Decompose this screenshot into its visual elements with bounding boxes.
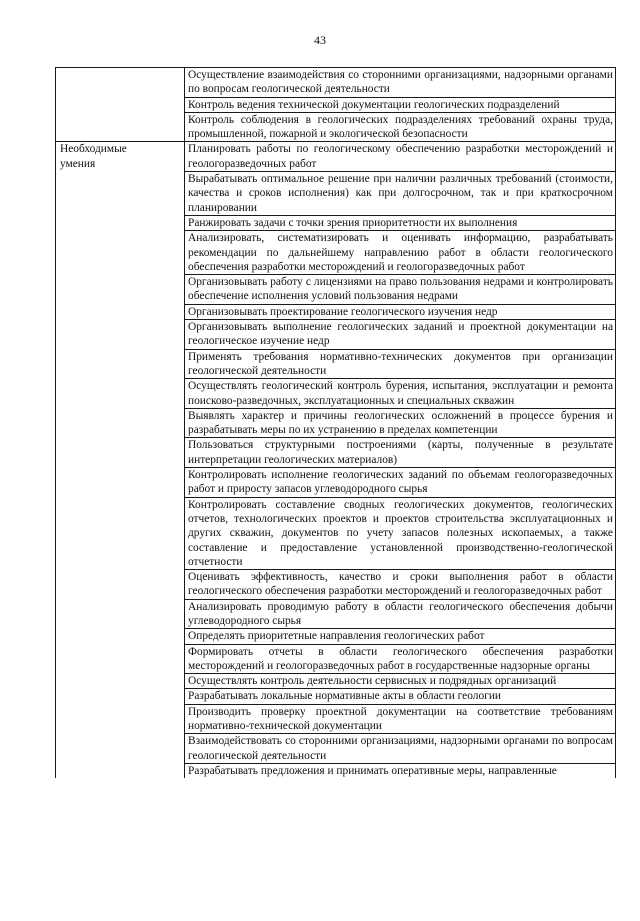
skill-cell: Анализировать проводимую работу в области геологического обеспечения добычи углеводородного сырья: [185, 599, 616, 629]
skill-cell: Производить проверку проектной документации на соответствие требованиям нормативно-технической документации: [185, 704, 616, 734]
skill-cell: Организовывать выполнение геологических заданий и проектной документации на геологическое изучение недр: [185, 320, 616, 350]
skill-cell: Организовывать проектирование геологического изучения недр: [185, 304, 616, 319]
competency-table: [55, 67, 616, 778]
table-cell: Контроль ведения технической документации геологических подразделений: [185, 97, 616, 112]
skill-cell: Пользоваться структурными построениями (карты, полученные в результате интерпретации геологических материалов): [185, 438, 616, 468]
skill-cell: Организовывать работу с лицензиями на право пользования недрами и контролировать обеспечение исполнения условий пользования недрами: [185, 275, 616, 305]
skill-cell: Взаимодействовать со сторонними организациями, надзорными органами по вопросам геологической деятельности: [185, 734, 616, 764]
skill-cell: Планировать работы по геологическому обеспечению разработки месторождений и геологоразведочных работ: [185, 142, 616, 172]
empty-label-cell: [56, 68, 185, 142]
skill-cell: Осуществлять контроль деятельности сервисных и подрядных организаций: [185, 674, 616, 689]
skill-cell: Анализировать, систематизировать и оценивать информацию, разрабатывать рекомендации по дальнейшему направлению работ в области геологического обеспечения разработки месторождений и геологоразведочных работ: [185, 231, 616, 275]
skill-cell: Выявлять характер и причины геологических осложнений в процессе бурения и разрабатывать меры по их устранению в пределах компетенции: [185, 408, 616, 438]
skill-cell: Контролировать составление сводных геологических документов, геологических отчетов, технологических проектов и проектов строительства эксплуатационных и других скважин, документов по учету запасов полезных ископаемых, а также составление и предоставление установленной производственно-геологической отчетности: [185, 497, 616, 569]
table-cell: Контроль соблюдения в геологических подразделениях требований охраны труда, промышленной, пожарной и экологической безопасности: [185, 112, 616, 142]
skill-cell: Разрабатывать предложения и принимать оперативные меры, направленные: [185, 763, 616, 778]
skill-cell: Применять требования нормативно-технических документов при организации геологической деятельности: [185, 349, 616, 379]
section-label: Необходимые умения: [56, 142, 185, 778]
table-row: [56, 142, 616, 172]
skill-cell: Определять приоритетные направления геологических работ: [185, 629, 616, 644]
skill-cell: Ранжировать задачи с точки зрения приоритетности их выполнения: [185, 215, 616, 230]
table-row: [56, 68, 616, 98]
skill-cell: Контролировать исполнение геологических заданий по объемам геологоразведочных работ и приросту запасов углеводородного сырья: [185, 468, 616, 498]
skill-cell: Осуществлять геологический контроль бурения, испытания, эксплуатации и ремонта поисково-разведочных, эксплуатационных и специальных скважин: [185, 379, 616, 409]
skill-cell: Оценивать эффективность, качество и сроки выполнения работ в области геологического обеспечения разработки месторождений и геологоразведочных работ: [185, 570, 616, 600]
skill-cell: Вырабатывать оптимальное решение при наличии различных требований (стоимости, качества и сроков исполнения) как при долгосрочном, так и при краткосрочном планировании: [185, 172, 616, 216]
table-cell: Осуществление взаимодействия со сторонними организациями, надзорными органами по вопросам геологической деятельности: [185, 68, 616, 98]
skill-cell: Разрабатывать локальные нормативные акты в области геологии: [185, 689, 616, 704]
skill-cell: Формировать отчеты в области геологического обеспечения разработки месторождений и геологоразведочных работ в государственные надзорные органы: [185, 644, 616, 674]
page-number: 43: [314, 33, 326, 47]
